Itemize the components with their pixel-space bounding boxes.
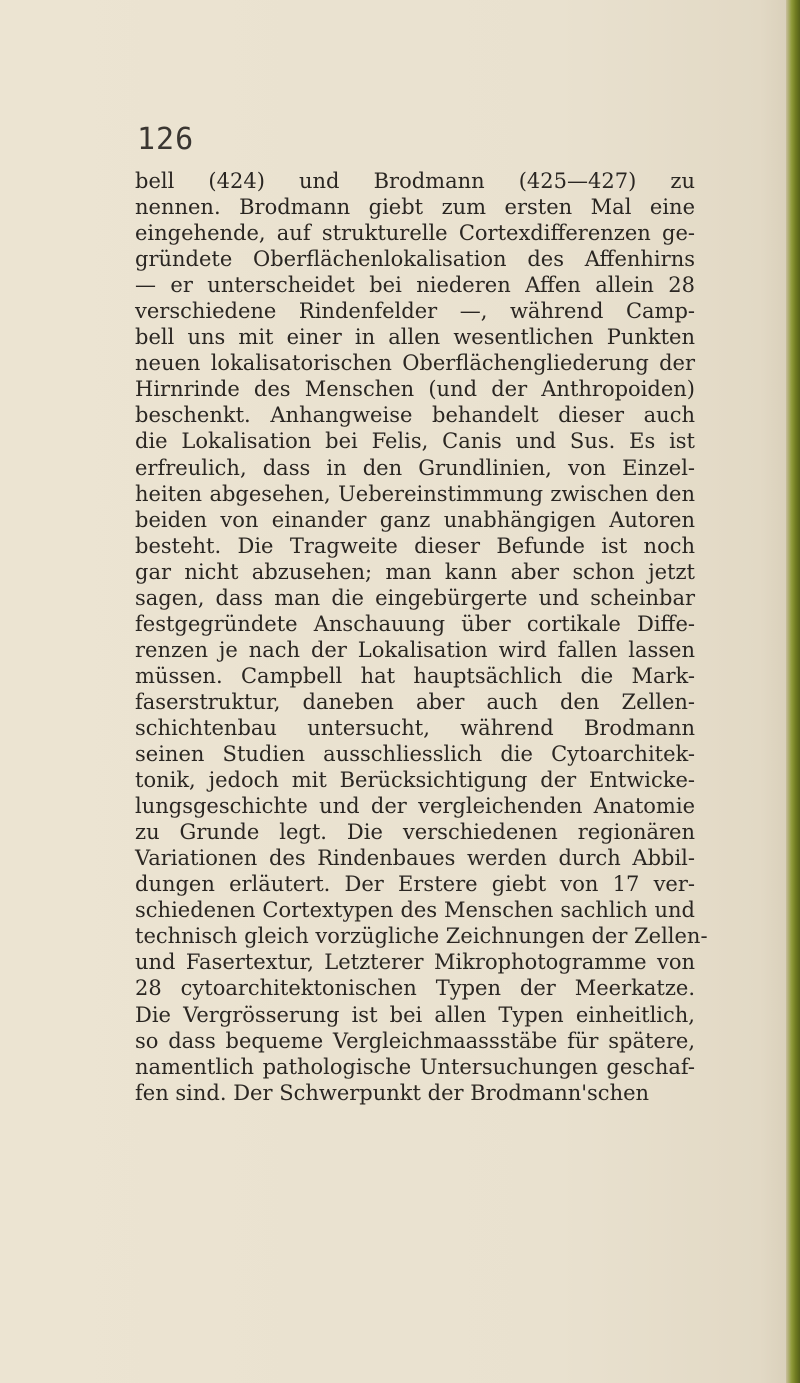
- text-line: beschenkt. Anhangweise behandelt dieser auch: [135, 403, 695, 428]
- text-line: fen sind. Der Schwerpunkt der Brodmann'schen: [135, 1080, 650, 1105]
- page-edge: [786, 0, 800, 1383]
- text-line: bell uns mit einer in allen wesentlichen Punkten: [135, 325, 695, 350]
- text-line: 28 cytoarchitektonischen Typen der Meerkatze.: [135, 976, 695, 1001]
- text-line: lungsgeschichte und der vergleichenden Anatomie: [135, 794, 695, 819]
- text-line: so dass bequeme Vergleichmaassstäbe für spätere,: [135, 1028, 695, 1053]
- text-line: besteht. Die Tragweite dieser Befunde ist noch: [135, 533, 695, 558]
- text-line: beiden von einander ganz unabhängigen Autoren: [135, 507, 695, 532]
- body-text: [135, 168, 708, 1106]
- page-number: 126: [137, 122, 195, 157]
- text-line: schichtenbau untersucht, während Brodmann: [135, 715, 695, 740]
- text-line: bell (424) und Brodmann (425—427) zu: [135, 169, 695, 193]
- text-line: Variationen des Rindenbaues werden durch Abbil-: [135, 846, 695, 871]
- text-line: erfreulich, dass in den Grundlinien, von Einzel-: [135, 455, 695, 480]
- text-line: nennen. Brodmann giebt zum ersten Mal eine: [135, 195, 695, 220]
- text-line: technisch gleich vorzügliche Zeichnungen der Zellen-: [135, 924, 708, 949]
- text-line: müssen. Campbell hat hauptsächlich die Mark-: [135, 663, 695, 688]
- text-line: schiedenen Cortextypen des Menschen sachlich und: [135, 898, 695, 923]
- text-line: verschiedene Rindenfelder —, während Camp-: [135, 299, 695, 324]
- text-line: Die Vergrösserung ist bei allen Typen einheitlich,: [135, 1002, 695, 1027]
- text-line: festgegründete Anschauung über cortikale Diffe-: [135, 611, 695, 636]
- text-line: sagen, dass man die eingebürgerte und scheinbar: [135, 585, 695, 610]
- text-line: tonik, jedoch mit Berücksichtigung der Entwicke-: [135, 768, 695, 793]
- text-line: gründete Oberflächenlokalisation des Affenhirns: [135, 247, 695, 272]
- text-line: gar nicht abzusehen; man kann aber schon jetzt: [135, 559, 695, 584]
- text-line: namentlich pathologische Untersuchungen geschaf-: [135, 1054, 695, 1079]
- text-line: seinen Studien ausschliesslich die Cytoarchitek-: [135, 742, 695, 767]
- text-line: dungen erläutert. Der Erstere giebt von 17 ver-: [135, 872, 695, 897]
- text-line: eingehende, auf strukturelle Cortexdifferenzen ge-: [135, 221, 695, 246]
- text-line: heiten abgesehen, Uebereinstimmung zwischen den: [135, 481, 695, 506]
- text-line: neuen lokalisatorischen Oberflächengliederung der: [135, 351, 695, 376]
- text-line: die Lokalisation bei Felis, Canis und Sus. Es ist: [135, 429, 695, 454]
- text-line: zu Grunde legt. Die verschiedenen regionären: [135, 820, 695, 845]
- text-line: faserstruktur, daneben aber auch den Zellen-: [135, 689, 695, 714]
- text-line: Hirnrinde des Menschen (und der Anthropoiden): [135, 377, 695, 402]
- text-line: und Fasertextur, Letzterer Mikrophotogramme von: [135, 950, 695, 975]
- text-line: renzen je nach der Lokalisation wird fallen lassen: [135, 637, 695, 662]
- text-line: — er unterscheidet bei niederen Affen allein 28: [135, 273, 695, 298]
